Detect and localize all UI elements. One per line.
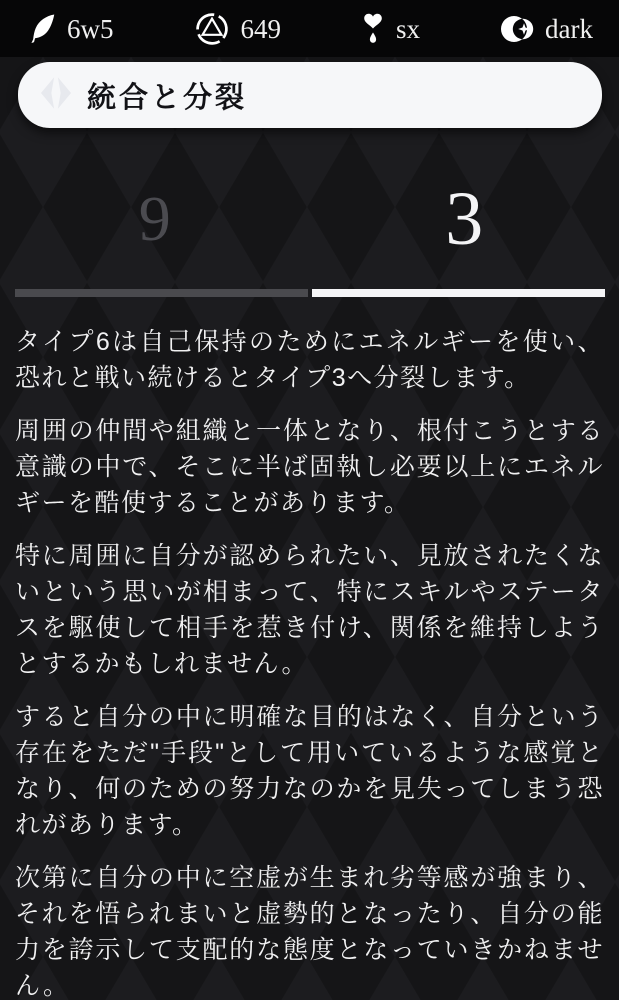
stat-wing[interactable]: [30, 14, 114, 44]
stat-theme[interactable]: [500, 12, 593, 46]
paragraph: すると自分の中に明確な目的はなく、自分という存在をただ"手段"として用いているような感覚となり、何のための努力なのかを見失ってしまう恐れがあります。: [15, 703, 604, 839]
theme-value: dark: [545, 14, 593, 44]
heart-drop-icon: [361, 12, 385, 45]
paragraph: 特に周囲に自分が認められたい、見放されたくないという思いが相まって、特にスキルやステータスを駆使して相手を惹き付け、関係を維持しようとするかもしれません。: [15, 542, 604, 678]
paragraph: 次第に自分の中に空虚が生まれ劣等感が強まり、それを悟られまいと虚勢的となったり、自分の能力を誇示して支配的な態度となっていきかねません。: [15, 864, 604, 1000]
page-title: 統合と分裂: [87, 79, 248, 114]
content-area: [0, 57, 619, 1000]
tab-indicator-right[interactable]: [312, 289, 605, 297]
paragraph: 周囲の仲間や組織と一体となり、根付こうとする意識の中で、そこに半ば固執し必要以上にエネルギーを酷使することがあります。: [15, 417, 604, 517]
split-diamond-icon: [38, 75, 74, 116]
tab-indicator-left[interactable]: [15, 289, 308, 297]
tab-indicator: [15, 289, 605, 297]
tab-integration[interactable]: 9: [138, 182, 171, 254]
tritype-value: 649: [240, 14, 281, 44]
page-header[interactable]: [18, 62, 602, 128]
tab-disintegration[interactable]: 3: [445, 176, 484, 261]
wing-value: 6w5: [67, 14, 114, 44]
moon-icon: [500, 12, 534, 46]
enneagram-icon: [194, 11, 230, 47]
instinct-value: sx: [396, 14, 421, 44]
topbar: [0, 0, 619, 57]
tab-bar: [0, 156, 619, 281]
feather-icon: [30, 14, 56, 44]
paragraph: タイプ6は自己保持のためにエネルギーを使い、恐れと戦い続けるとタイプ3へ分裂します。: [15, 328, 604, 392]
article-text: [0, 297, 619, 1000]
stat-instinct[interactable]: [361, 12, 420, 45]
stat-tritype[interactable]: [194, 11, 282, 47]
